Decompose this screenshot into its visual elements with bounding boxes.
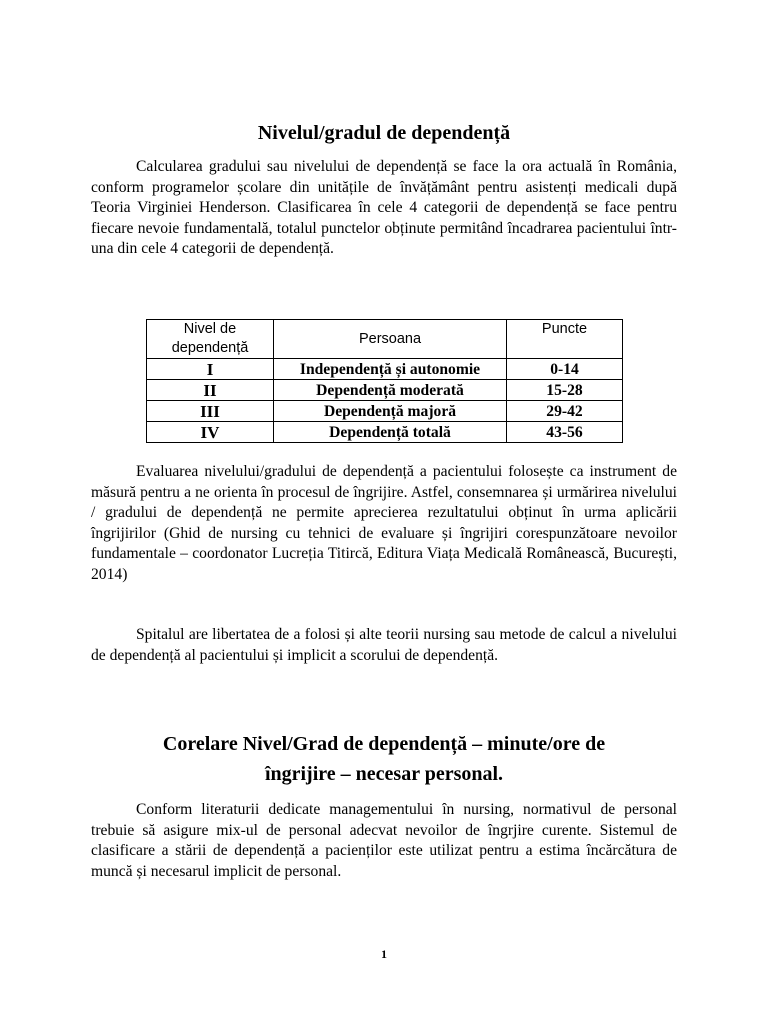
cell-points: 43-56 <box>507 422 623 443</box>
dependency-table <box>146 319 623 443</box>
staffing-paragraph-text: Conform literaturii dedicate managementului în nursing, normativul de personal trebuie să asigure mix-ul de personal adecvat nevoilor de îngrjire curente. Sistemul de clasificare a stării de dependență a pacienților este utilizat pentru a estima încărcătura de muncă și necesarul implicit de personal. <box>91 801 677 880</box>
cell-level: I <box>147 359 274 380</box>
cell-points: 15-28 <box>507 380 623 401</box>
cell-level: III <box>147 401 274 422</box>
section2-title <box>0 729 768 789</box>
cell-points: 29-42 <box>507 401 623 422</box>
intro-paragraph <box>91 157 677 260</box>
table-row <box>147 380 623 401</box>
staffing-paragraph <box>91 800 677 882</box>
header-level: Nivel de dependență <box>147 320 274 359</box>
cell-level: IV <box>147 422 274 443</box>
hospital-paragraph-text: Spitalul are libertatea de a folosi și alte teorii nursing sau metode de calcul a nivelului de dependență al pacientului și implicit a scorului de dependență. <box>91 626 677 664</box>
table-header-row <box>147 320 623 359</box>
cell-points: 0-14 <box>507 359 623 380</box>
page-number: 1 <box>381 947 387 961</box>
evaluation-paragraph-text: Evaluarea nivelului/gradului de dependență a pacientului folosește ca instrument de măsură pentru a ne orienta în procesul de îngrijire. Astfel, consemnarea și urmărirea nivelului / gradului de dependență ne permite aprecierea rezultatului obținut în urma aplicării îngrijirilor (Ghid de nursing cu tehnici de evaluare și îngrijiri corespunzătoare nevoilor fundamentale – coordonator Lucreția Titircă, Editura Viața Medicală Românească, București, 2014) <box>91 463 677 583</box>
section2-title-line1: Corelare Nivel/Grad de dependență – minute/ore de <box>162 733 606 755</box>
cell-person: Independență și autonomie <box>274 359 507 380</box>
cell-person: Dependență totală <box>274 422 507 443</box>
section2-title-line2: îngrijire – necesar personal. <box>264 763 504 785</box>
cell-person: Dependență majoră <box>274 401 507 422</box>
header-person: Persoana <box>274 320 507 359</box>
section-title: Nivelul/gradul de dependență <box>257 122 511 144</box>
evaluation-paragraph <box>91 462 677 585</box>
table-row <box>147 422 623 443</box>
intro-paragraph-text: Calcularea gradului sau nivelului de dependență se face la ora actuală în România, conform programelor școlare din unitățile de învățământ pentru asistenți medicali după Teoria Virginiei Henderson. Clasificarea în cele 4 categorii de dependență se face pentru fiecare nevoie fundamentală, totalul punctelor obținute permitând încadrarea pacientului într-una din cele 4 categorii de dependență. <box>91 158 677 257</box>
cell-level: II <box>147 380 274 401</box>
hospital-paragraph <box>91 625 677 666</box>
cell-person: Dependență moderată <box>274 380 507 401</box>
table-row <box>147 401 623 422</box>
table-row <box>147 359 623 380</box>
header-points: Puncte <box>507 320 623 359</box>
